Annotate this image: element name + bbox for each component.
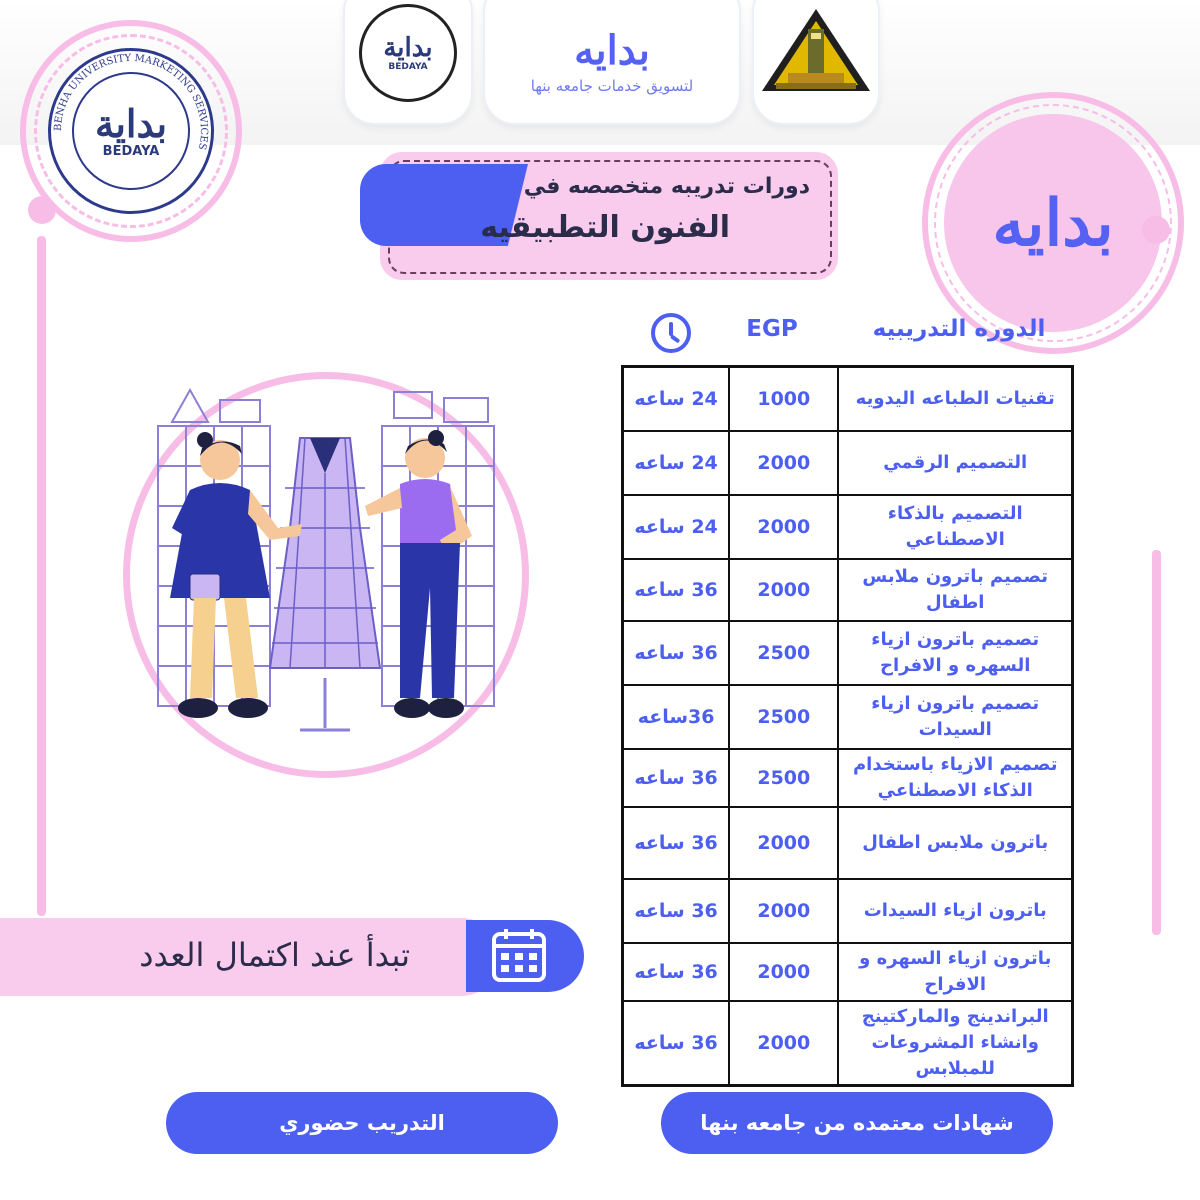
course-price: 2500 (729, 685, 838, 749)
course-duration: 36 ساعه (623, 879, 730, 943)
brand-badge (944, 114, 1162, 332)
attendance-button[interactable]: التدريب حضوري (166, 1092, 558, 1154)
pink-dot-left (28, 196, 56, 224)
course-duration: 36 ساعه (623, 621, 730, 685)
banner-title: الفنون التطبيقيه (480, 210, 730, 245)
clock-icon (651, 313, 691, 353)
benha-university-logo (756, 3, 876, 103)
calendar-icon (490, 926, 548, 984)
courses-table-body (623, 367, 1073, 1086)
course-row (623, 685, 1073, 749)
seal-ring-text (48, 48, 214, 214)
course-duration: 24 ساعه (623, 495, 730, 559)
course-row (623, 1001, 1073, 1086)
course-duration: 36 ساعه (623, 1001, 730, 1086)
brand-card (483, 0, 741, 125)
course-row (623, 495, 1073, 559)
course-price: 2000 (729, 431, 838, 495)
course-row (623, 367, 1073, 431)
course-duration: 36ساعه (623, 685, 730, 749)
pink-line-right (1152, 550, 1161, 935)
course-name: تقنيات الطباعه اليدويه (838, 367, 1072, 431)
course-name: باترون ازياء السيدات (838, 879, 1072, 943)
pink-dot-right (1142, 216, 1170, 244)
courses-table (621, 365, 1074, 1087)
bedaya-seal-logo (359, 4, 457, 102)
course-price: 2000 (729, 1001, 838, 1086)
seal-ring-caption: BENHA UNIVERSITY MARKETING SERVICES (52, 52, 210, 151)
seal-large-mark: بداية (94, 100, 168, 146)
course-price: 2000 (729, 943, 838, 1001)
brand-title: بدايه (574, 26, 650, 74)
bedaya-logo-card (343, 0, 473, 125)
seal-large-word: BEDAYA (102, 143, 160, 159)
course-name: التصميم الرقمي (838, 431, 1072, 495)
course-duration: 36 ساعه (623, 807, 730, 879)
course-row (623, 807, 1073, 879)
course-price: 2000 (729, 559, 838, 621)
seal-mark: بداية (383, 32, 433, 63)
course-duration: 24 ساعه (623, 431, 730, 495)
course-price: 2500 (729, 749, 838, 807)
banner-subtitle: دورات تدريبه متخصصه في (523, 174, 810, 199)
course-name: تصميم الازياء باستخدام الذكاء الاصطناعي (838, 749, 1072, 807)
course-row (623, 621, 1073, 685)
svg-text:BENHA UNIVERSITY MARKETING SER (53, 53, 209, 151)
course-duration: 36 ساعه (623, 559, 730, 621)
course-price: 2000 (729, 495, 838, 559)
badge-text: بدايه (992, 185, 1114, 261)
course-price: 2500 (729, 621, 838, 685)
seal-word: BEDAYA (388, 61, 428, 72)
course-name: باترون ازياء السهره و الافراح (838, 943, 1072, 1001)
course-duration: 36 ساعه (623, 749, 730, 807)
brand-subtitle: لتسويق خدمات جامعه بنها (530, 76, 694, 95)
header-price: EGP (746, 316, 798, 342)
header-course: الدوره التدريبيه (872, 316, 1046, 342)
course-row (623, 943, 1073, 1001)
course-name: باترون ملابس اطفال (838, 807, 1072, 879)
course-duration: 24 ساعه (623, 367, 730, 431)
certificates-button[interactable]: شهادات معتمده من جامعه بنها (661, 1092, 1053, 1154)
course-row (623, 431, 1073, 495)
university-logo-card (752, 0, 880, 125)
course-name: تصميم باترون ازياء السيدات (838, 685, 1072, 749)
course-row (623, 749, 1073, 807)
course-name: تصميم باترون ملابس اطفال (838, 559, 1072, 621)
course-price: 1000 (729, 367, 838, 431)
course-duration: 36 ساعه (623, 943, 730, 1001)
course-price: 2000 (729, 879, 838, 943)
course-row (623, 879, 1073, 943)
start-text: تبدأ عند اكتمال العدد (139, 936, 410, 974)
course-name: البراندينج والماركتينج وانشاء المشروعات للمبلابس (838, 1001, 1072, 1086)
course-name: تصميم باترون ازياء السهره و الافراح (838, 621, 1072, 685)
course-price: 2000 (729, 807, 838, 879)
course-row (623, 559, 1073, 621)
course-name: التصميم بالذكاء الاصطناعي (838, 495, 1072, 559)
pink-line-left (37, 236, 46, 916)
fashion-designers-illustration (150, 378, 510, 748)
